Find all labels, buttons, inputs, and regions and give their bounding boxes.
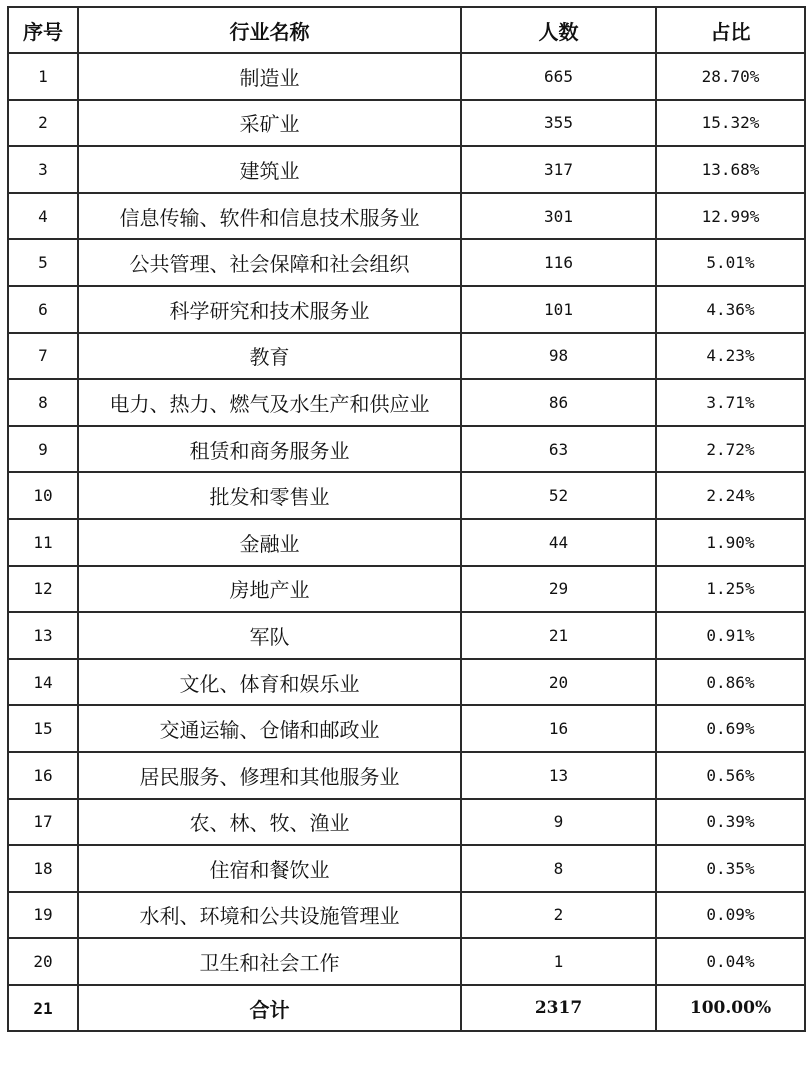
row-industry: 军队 [78, 612, 461, 659]
table-row [8, 612, 805, 659]
table-row [8, 472, 805, 519]
table-row [8, 659, 805, 706]
total-label: 合计 [78, 985, 461, 1032]
row-count: 44 [461, 519, 656, 566]
row-industry: 交通运输、仓储和邮政业 [78, 705, 461, 752]
row-share: 0.39% [656, 799, 805, 846]
row-share: 0.35% [656, 845, 805, 892]
total-count: 2317 [461, 985, 656, 1032]
row-share: 4.36% [656, 286, 805, 333]
row-index: 15 [8, 705, 78, 752]
row-share: 15.32% [656, 100, 805, 147]
table-row [8, 845, 805, 892]
row-count: 52 [461, 472, 656, 519]
row-share: 5.01% [656, 239, 805, 286]
row-index: 9 [8, 426, 78, 473]
row-count: 1 [461, 938, 656, 985]
row-count: 317 [461, 146, 656, 193]
row-count: 86 [461, 379, 656, 426]
header-industry: 行业名称 [78, 7, 461, 53]
header-row [8, 7, 805, 53]
row-index: 7 [8, 333, 78, 380]
row-count: 2 [461, 892, 656, 939]
table-row [8, 752, 805, 799]
row-industry: 公共管理、社会保障和社会组织 [78, 239, 461, 286]
row-industry: 居民服务、修理和其他服务业 [78, 752, 461, 799]
row-count: 101 [461, 286, 656, 333]
table-row [8, 892, 805, 939]
row-index: 16 [8, 752, 78, 799]
row-index: 4 [8, 193, 78, 240]
row-count: 21 [461, 612, 656, 659]
row-index: 11 [8, 519, 78, 566]
table-row [8, 705, 805, 752]
row-share: 2.24% [656, 472, 805, 519]
row-count: 20 [461, 659, 656, 706]
row-index: 5 [8, 239, 78, 286]
row-industry: 批发和零售业 [78, 472, 461, 519]
row-industry: 信息传输、软件和信息技术服务业 [78, 193, 461, 240]
row-share: 1.25% [656, 566, 805, 613]
row-count: 355 [461, 100, 656, 147]
row-count: 29 [461, 566, 656, 613]
row-index: 17 [8, 799, 78, 846]
row-industry: 金融业 [78, 519, 461, 566]
row-share: 13.68% [656, 146, 805, 193]
row-share: 1.90% [656, 519, 805, 566]
table-row [8, 333, 805, 380]
row-industry: 教育 [78, 333, 461, 380]
row-share: 0.04% [656, 938, 805, 985]
table-header [8, 7, 805, 53]
row-index: 6 [8, 286, 78, 333]
row-index: 3 [8, 146, 78, 193]
total-index: 21 [8, 985, 78, 1032]
table-row [8, 519, 805, 566]
row-index: 18 [8, 845, 78, 892]
row-index: 14 [8, 659, 78, 706]
row-count: 98 [461, 333, 656, 380]
table-row [8, 286, 805, 333]
row-share: 2.72% [656, 426, 805, 473]
row-share: 0.69% [656, 705, 805, 752]
row-industry: 住宿和餐饮业 [78, 845, 461, 892]
row-index: 19 [8, 892, 78, 939]
row-industry: 农、林、牧、渔业 [78, 799, 461, 846]
row-count: 63 [461, 426, 656, 473]
row-count: 16 [461, 705, 656, 752]
row-index: 12 [8, 566, 78, 613]
row-industry: 卫生和社会工作 [78, 938, 461, 985]
row-industry: 采矿业 [78, 100, 461, 147]
row-count: 8 [461, 845, 656, 892]
row-index: 2 [8, 100, 78, 147]
row-share: 0.86% [656, 659, 805, 706]
row-count: 9 [461, 799, 656, 846]
row-index: 1 [8, 53, 78, 100]
header-index: 序号 [8, 7, 78, 53]
row-share: 4.23% [656, 333, 805, 380]
table-row [8, 938, 805, 985]
row-industry: 电力、热力、燃气及水生产和供应业 [78, 379, 461, 426]
table-row [8, 566, 805, 613]
table-body [8, 53, 805, 1031]
table-row [8, 239, 805, 286]
table-row [8, 193, 805, 240]
row-industry: 房地产业 [78, 566, 461, 613]
row-count: 301 [461, 193, 656, 240]
table-row [8, 426, 805, 473]
table-row [8, 146, 805, 193]
header-share: 占比 [656, 7, 805, 53]
row-industry: 建筑业 [78, 146, 461, 193]
row-industry: 制造业 [78, 53, 461, 100]
row-share: 3.71% [656, 379, 805, 426]
row-count: 116 [461, 239, 656, 286]
row-count: 13 [461, 752, 656, 799]
table-row [8, 53, 805, 100]
row-share: 0.56% [656, 752, 805, 799]
table-row [8, 799, 805, 846]
header-count: 人数 [461, 7, 656, 53]
row-industry: 科学研究和技术服务业 [78, 286, 461, 333]
row-index: 13 [8, 612, 78, 659]
row-share: 0.09% [656, 892, 805, 939]
row-share: 0.91% [656, 612, 805, 659]
row-index: 10 [8, 472, 78, 519]
row-index: 8 [8, 379, 78, 426]
table-row [8, 379, 805, 426]
industry-table [7, 6, 806, 1032]
row-index: 20 [8, 938, 78, 985]
row-count: 665 [461, 53, 656, 100]
row-industry: 文化、体育和娱乐业 [78, 659, 461, 706]
row-industry: 水利、环境和公共设施管理业 [78, 892, 461, 939]
row-industry: 租赁和商务服务业 [78, 426, 461, 473]
row-share: 12.99% [656, 193, 805, 240]
total-row [8, 985, 805, 1032]
total-share: 100.00% [656, 985, 805, 1032]
row-share: 28.70% [656, 53, 805, 100]
table-row [8, 100, 805, 147]
